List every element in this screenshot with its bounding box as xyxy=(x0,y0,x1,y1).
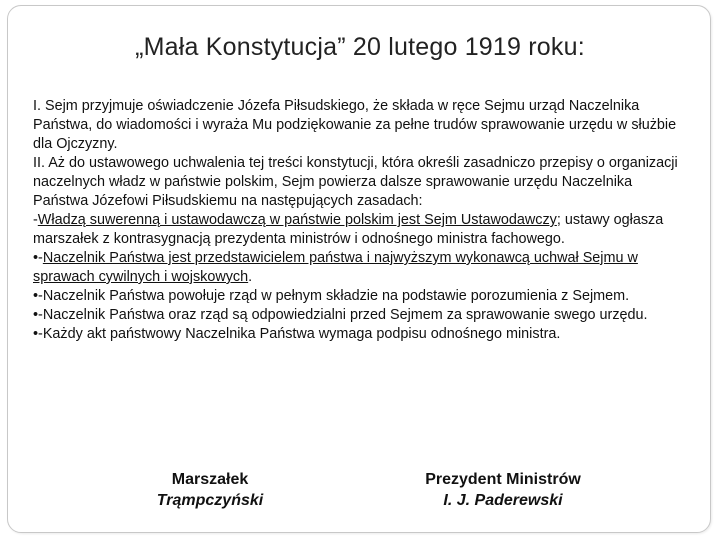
paragraph-1: I. Sejm przyjmuje oświadczenie Józefa Piłsudskiego, że składa w ręce Sejmu urząd Naczelnika Państwa, do wiadomości i wyraża Mu podziękowanie za pełne trudów sprawowanie urzędu w służbie dla Ojczyzny. xyxy=(33,98,677,152)
list-item-5: •-Każdy akt państwowy Naczelnika Państwa wymaga podpisu odnośnego ministra. xyxy=(33,326,561,342)
list-item-1 xyxy=(33,211,688,249)
signature-prime-minister-name: I. J. Paderewski xyxy=(443,492,563,509)
list-item-2-rest: . xyxy=(248,269,253,285)
list-item-4: •-Naczelnik Państwa oraz rząd są odpowiedzialni przed Sejmem za sprawowanie swego urzędu. xyxy=(33,307,648,323)
signature-prime-minister xyxy=(400,469,606,511)
list-item-2-underlined: Naczelnik Państwa jest przedstawicielem państwa i najwyższym wykonawcą uchwał Sejmu w sprawach cywilnych i wojskowych xyxy=(33,250,638,285)
page-title: „Mała Konstytucja” 20 lutego 1919 roku: xyxy=(135,33,585,61)
list-item-1-rest: ; ustawy ogłasza marszałek z kontrasygnacją prezydenta ministrów i odnośnego ministra fachowego. xyxy=(33,212,664,247)
signature-marshal xyxy=(130,469,290,511)
signature-marshal-name: Trąmpczyński xyxy=(156,492,264,509)
list-item-1-underlined: Władzą suwerenną i ustawodawczą w państwie polskim jest Sejm Ustawodawczy xyxy=(37,212,557,228)
signature-prime-minister-role: Prezydent Ministrów xyxy=(425,471,581,488)
constitution-text xyxy=(33,97,688,344)
paragraph-2: II. Aż do ustawowego uchwalenia tej treści konstytucji, która określi zasadniczo przepisy o organizacji naczelnych władz w państwie polskim, Sejm powierza dalsze sprawowanie urzędu Naczelnika Państwa Józefowi Piłsudskiemu na następujących zasadach: xyxy=(33,155,678,209)
list-item-2 xyxy=(33,249,688,287)
list-item-2-prefix: •- xyxy=(33,250,43,266)
list-item-3: •-Naczelnik Państwa powołuje rząd w pełnym składzie na podstawie porozumienia z Sejmem. xyxy=(33,288,630,304)
list-item-1-prefix: - xyxy=(33,212,38,228)
signature-marshal-role: Marszałek xyxy=(171,471,249,488)
